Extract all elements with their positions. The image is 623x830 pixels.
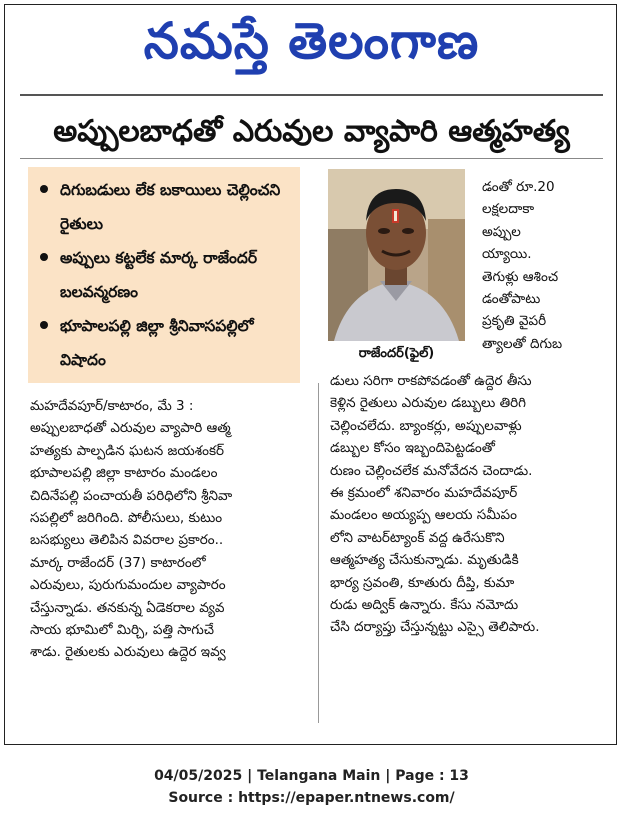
highlight-text: అప్పులు కట్టలేక మార్క రాజేందర్ బలవన్మరణం xyxy=(60,249,258,301)
bullet-icon xyxy=(40,321,48,329)
article-body-left: మహదేవపూర్/కాటారం, మే 3 : అప్పులబాధతో ఎరువుల వ్యాపారి ఆత్మ హత్యకు పాల్పడిన ఘటన జయశంకర్ భూపాలపల్లి జిల్లా కాటారం మండలం చిదినేపల్లి పంచాయతీ పరిధిలోని శ్రీనివా సపల్లిలో జరిగింది. పోలీసులు, కుటుం బసభ్యులు తెలిపిన వివరాల ప్రకారం.. మార్క రాజేందర్ (37) కాటారంలో ఎరువులు, పురుగుమందుల వ్యాపారం చేస్తున్నాడు. తనకున్న ఏడెకరాల వ్యవ సాయ భూమిలో మిర్చి, పత్తి సాగుచే శాడు. రైతులకు ఎరువులు ఉద్దెర ఇవ్వ xyxy=(30,398,233,661)
column-divider xyxy=(318,383,319,723)
person-photo xyxy=(328,169,465,341)
masthead-divider xyxy=(20,94,603,96)
highlight-item xyxy=(42,309,294,377)
newspaper-masthead: నమస్తే తెలంగాణ xyxy=(143,12,480,70)
article-body-top: డంతో రూ.20 లక్షలదాకా అప్పుల య్యాయి. తెగుళ్లు ఆశించ డంతోపాటు ప్రకృతి వైపరీ త్యాలతో దిగుబ xyxy=(482,179,563,352)
headline-divider xyxy=(20,158,603,159)
highlights-box xyxy=(28,167,300,383)
highlight-text: దిగుబడులు లేక బకాయిలు చెల్లించని రైతులు xyxy=(60,181,281,233)
source-link[interactable]: Source : https://epaper.ntnews.com/ xyxy=(168,790,455,806)
photo-caption: రాజేందర్(ఫైల్) xyxy=(358,346,435,361)
highlight-item xyxy=(42,173,294,241)
bullet-icon xyxy=(40,185,48,193)
highlight-item xyxy=(42,241,294,309)
article-body-right: డులు సరిగా రాకపోవడంతో ఉద్దెర తీసు కెళ్లిన రైతులు ఎరువుల డబ్బులు తిరిగి చెల్లించలేదు. బ్యాంకర్లు, అప్పులవాళ్లు డబ్బుల కోసం ఇబ్బందిపెట్టడంతో రుణం చెల్లించలేక మనోవేదన చెందాడు. ఈ క్రమంలో శనివారం మహదేవపూర్ మండలం అయ్యప్ప ఆలయ సమీపం లోని వాటర్‌ట్యాంక్ వద్ద ఉరేసుకొని ఆత్మహత్య చేసుకున్నాడు. మృతుడికి భార్య స్రవంతి, కూతురు దీప్తి, కుమా రుడు అద్విక్ ఉన్నారు. కేసు నమోదు చేసి దర్యాప్తు చేస్తున్నట్టు ఎస్సై తెలిపారు. xyxy=(330,373,540,636)
publication-info: 04/05/2025 | Telangana Main | Page : 13 xyxy=(154,768,469,784)
bullet-icon xyxy=(40,253,48,261)
highlight-text: భూపాలపల్లి జిల్లా శ్రీనివాసపల్లిలో విషాదం xyxy=(60,317,254,369)
article-headline: అప్పులబాధతో ఎరువుల వ్యాపారి ఆత్మహత్య xyxy=(53,114,570,149)
